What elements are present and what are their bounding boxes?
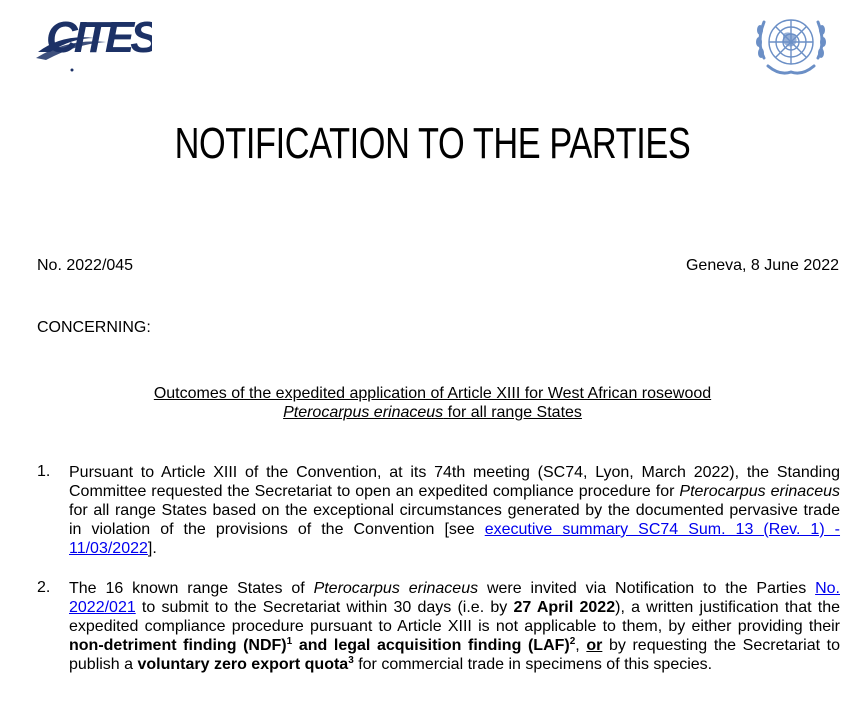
paragraph <box>37 463 840 558</box>
species-name: Pterocarpus erinaceus <box>313 580 479 597</box>
text: for all range States based on the exceptional circumstances generated by the documented pervasive trade in violation of the provisions of the Convention [see <box>69 502 840 538</box>
un-emblem <box>750 6 832 80</box>
paragraph-text <box>69 463 840 558</box>
un-emblem-icon <box>750 6 832 80</box>
text: for commercial trade in specimens of this species. <box>353 656 713 673</box>
paragraph <box>37 579 840 674</box>
text: Pursuant to Article XIII of the Convention, at its 74th meeting (SC74, Lyon, March 2022), the Standing Committee requested the Secretariat to open an expedited compliance procedure for <box>69 464 840 500</box>
text: ), a written justification that the expedited compliance procedure pursuant to Article XIII is not applicable to them, by either providing their <box>69 599 840 635</box>
paragraph-text <box>69 579 840 674</box>
cites-logo-text: CITES <box>46 13 152 62</box>
text: ]. <box>147 540 157 557</box>
text: by requesting the Secretariat to publish a <box>69 637 840 673</box>
paragraph-number: 2. <box>37 579 51 596</box>
text: The 16 known range States of <box>69 580 314 597</box>
footnote-ref[interactable]: 3 <box>348 655 354 666</box>
subject-heading <box>0 384 865 422</box>
footnote-ref[interactable]: 1 <box>286 636 293 647</box>
place-date: Geneva, 8 June 2022 <box>685 257 839 274</box>
species-name: Pterocarpus erinaceus <box>679 483 841 500</box>
subject-line-1: Outcomes of the expedited application of Article XIII for West African rosewood <box>153 385 712 402</box>
cites-logo <box>32 8 152 74</box>
bold-text: voluntary zero export quota <box>137 656 349 673</box>
subject-line-2 <box>0 403 865 422</box>
notification-number: No. 2022/045 <box>37 257 134 274</box>
paragraph-list <box>37 463 840 695</box>
footnote-ref[interactable]: 2 <box>569 636 576 647</box>
cites-logo-icon <box>32 8 152 74</box>
notification-link[interactable]: No. 2022/021 <box>69 580 840 616</box>
paragraph-number: 1. <box>37 463 51 480</box>
species-name: Pterocarpus erinaceus <box>283 404 444 421</box>
or-emphasis: or <box>586 637 603 654</box>
reference-row <box>37 257 839 275</box>
bold-text: non-detriment finding (NDF) <box>69 637 287 654</box>
text: , <box>575 637 587 654</box>
concerning-label: CONCERNING: <box>37 319 151 336</box>
subject-line-2-rest: for all range States <box>443 404 582 421</box>
text: were invited via Notification to the Parties <box>478 580 816 597</box>
executive-summary-link[interactable]: executive summary SC74 Sum. 13 (Rev. 1) - 11/03/2022 <box>69 521 841 557</box>
bold-text: and legal acquisition finding (LAF) <box>292 637 570 654</box>
text: to submit to the Secretariat within 30 days (i.e. by <box>135 599 514 616</box>
page-title: NOTIFICATION TO THE PARTIES <box>174 119 691 168</box>
deadline-date: 27 April 2022 <box>513 599 616 616</box>
